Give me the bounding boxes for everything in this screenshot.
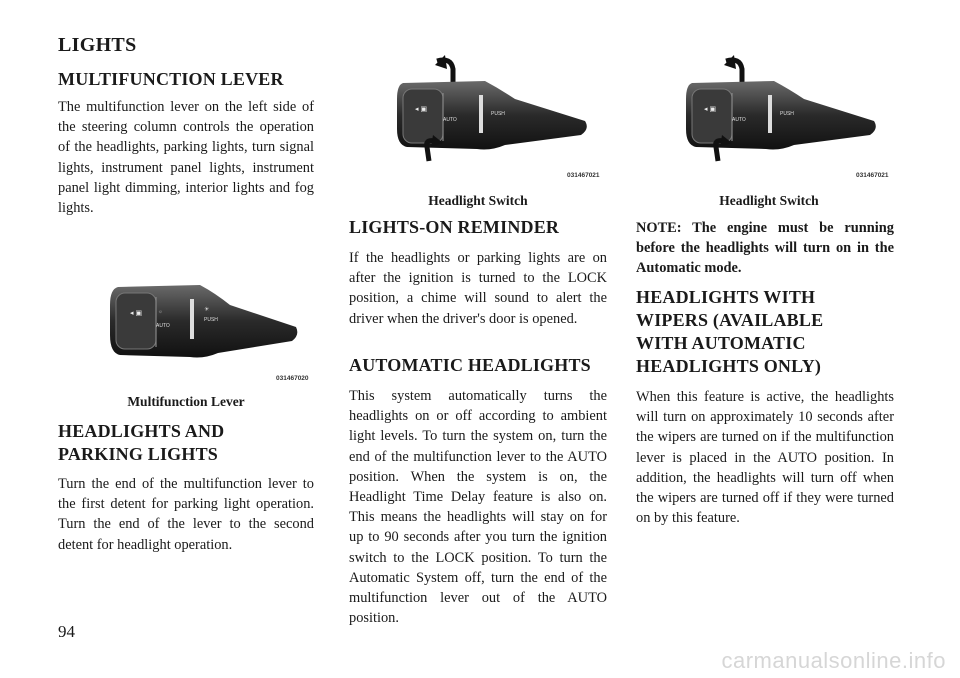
heading-wipers-line3: WITH AUTOMATIC <box>636 333 806 353</box>
heading-wipers-line2: WIPERS (AVAILABLE <box>636 310 824 330</box>
section-lights-on-reminder <box>349 216 607 329</box>
section-automatic-headlights <box>349 354 607 628</box>
svg-text:☼: ☼ <box>158 309 163 315</box>
auto-label: AUTO <box>156 323 170 329</box>
svg-text:◂ ▣: ◂ ▣ <box>704 106 717 113</box>
caption-multifunction-lever: Multifunction Lever <box>127 394 245 409</box>
multifunction-lever-image <box>100 275 310 370</box>
page-number: 94 <box>58 622 75 641</box>
heading-headlights-parking-line1: HEADLIGHTS AND <box>58 421 225 441</box>
section-headlights-with-wipers <box>636 286 894 528</box>
heading-lights-on-reminder: LIGHTS-ON REMINDER <box>349 217 560 237</box>
section-note <box>636 218 894 279</box>
paragraph-automatic-headlights: This system automatically turns the headlights on or off according to ambient light levels. To turn the system on, turn the end of the multifunction lever to the AUTO position. When the system is on, the Headlight Time Delay feature is also on. This means the headlights will stay on for up to 90 seconds after you turn the ignition switch to the LOCK position. To turn the Automatic System off, turn the end of the multifunction lever out of the AUTO position. <box>349 388 607 627</box>
push-label: PUSH <box>491 111 505 117</box>
paragraph-multifunction-lever: The multifunction lever on the left side of the steering column controls the operation of the headlights, parking lights, turn signal lights, instrument panel lights, instrument panel light dimming, interior lights and fog lights. <box>58 99 314 217</box>
auto-label: AUTO <box>732 117 746 123</box>
heading-wipers-line1: HEADLIGHTS WITH <box>636 287 816 307</box>
figure-code: 031467021 <box>567 172 600 179</box>
section-headlights-parking <box>58 420 314 555</box>
auto-label: AUTO <box>443 117 457 123</box>
figure-code: 031467021 <box>856 172 889 179</box>
headlight-switch-image <box>395 55 595 165</box>
watermark: carmanualsonline.info <box>721 648 946 673</box>
section-multifunction-lever <box>58 68 314 218</box>
push-label: PUSH <box>204 317 218 323</box>
svg-text:☀: ☀ <box>204 307 210 313</box>
caption-headlight-switch-1: Headlight Switch <box>428 193 528 208</box>
heading-multifunction-lever: MULTIFUNCTION LEVER <box>58 69 284 89</box>
figure-code: 031467020 <box>276 375 309 382</box>
figure-headlight-switch-1 <box>395 55 600 185</box>
headlight-switch-image <box>684 55 884 165</box>
page-title: LIGHTS <box>58 34 137 56</box>
paragraph-lights-on-reminder: If the headlights or parking lights are on after the ignition is turned to the LOCK position, a chime will sound to alert the driver when the driver's door is opened. <box>349 250 607 327</box>
heading-wipers-line4: HEADLIGHTS ONLY) <box>636 356 822 376</box>
caption-headlight-switch-2: Headlight Switch <box>719 193 819 208</box>
heading-headlights-parking-line2: PARKING LIGHTS <box>58 444 218 464</box>
paragraph-headlights-with-wipers: When this feature is active, the headlights will turn on approximately 10 seconds after the wipers are turned on if the multifunction lever is placed in the AUTO position. In addition, the headlights will turn off when the wipers are turned off if they were turned on by this feature. <box>636 389 894 527</box>
svg-text:◂ ▣: ◂ ▣ <box>415 106 428 113</box>
svg-text:◂ ▣: ◂ ▣ <box>130 310 143 317</box>
figure-multifunction-lever <box>100 275 310 385</box>
push-label: PUSH <box>780 111 794 117</box>
paragraph-headlights-parking: Turn the end of the multifunction lever to the first detent for parking light operation. Turn the end of the lever to the second detent for headlight operation. <box>58 476 314 553</box>
figure-headlight-switch-2 <box>684 55 894 185</box>
note-engine-running: NOTE: The engine must be running before the headlights will turn on in the Automatic mode. <box>636 220 894 277</box>
heading-automatic-headlights: AUTOMATIC HEADLIGHTS <box>349 355 591 375</box>
